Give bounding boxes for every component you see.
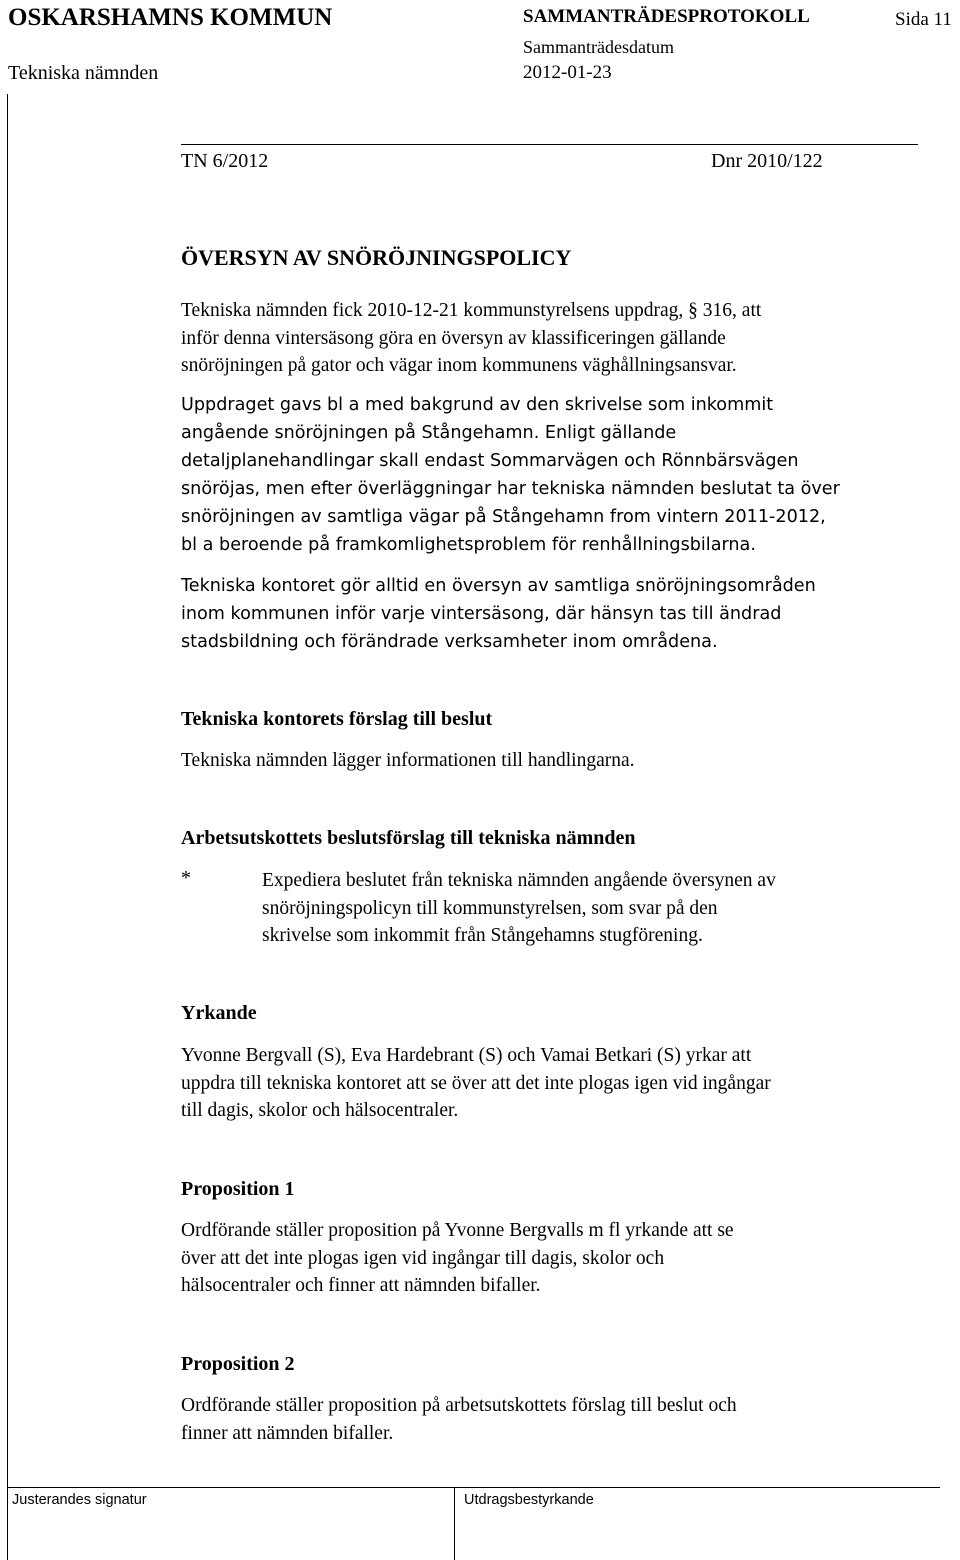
- text-line: till dagis, skolor och hälsocentraler.: [181, 1100, 459, 1122]
- office-proposal-text: [181, 747, 635, 775]
- proposition-2-heading: Proposition 2: [181, 1353, 295, 1375]
- committee-proposal-text: [262, 867, 776, 950]
- document-type: SAMMANTRÄDESPROTOKOLL: [523, 6, 810, 27]
- proposition-1-text: [181, 1217, 734, 1300]
- bullet-marker: *: [181, 867, 191, 889]
- footer-separator: [454, 1487, 455, 1560]
- text-line: angående snöröjningen på Stångehamn. Enligt gällande: [181, 423, 677, 443]
- text-line: Tekniska kontoret gör alltid en översyn av samtliga snöröjningsområden: [181, 576, 816, 596]
- office-proposal-heading: Tekniska kontorets förslag till beslut: [181, 708, 493, 730]
- intro-paragraph: [181, 297, 761, 380]
- text-line: Expediera beslutet från tekniska nämnden angående översynen av: [262, 870, 776, 891]
- date-label: Sammanträdesdatum: [523, 37, 674, 57]
- text-line: detaljplanehandlingar skall endast Sommarvägen och Rönnbärsvägen: [181, 451, 799, 471]
- assignment-paragraph: [181, 391, 840, 559]
- text-line: Yvonne Bergvall (S), Eva Hardebrant (S) och Vamai Betkari (S) yrkar att: [181, 1045, 752, 1066]
- text-line: hälsocentraler och finner att nämnden bifaller.: [181, 1275, 541, 1297]
- meeting-date: 2012-01-23: [523, 62, 612, 83]
- page-title: ÖVERSYN AV SNÖRÖJNINGSPOLICY: [181, 245, 572, 270]
- text-line: snöröjningen på gator och vägar inom kommunens väghållningsansvar.: [181, 355, 737, 377]
- left-margin-rule: [7, 94, 8, 1560]
- organization-name: OSKARSHAMNS KOMMUN: [8, 4, 333, 31]
- text-line: Ordförande ställer proposition på Yvonne Bergvalls m fl yrkande att se: [181, 1220, 734, 1241]
- review-paragraph: [181, 572, 816, 656]
- signature-label: Justerandes signatur: [12, 1492, 147, 1508]
- text-line: Ordförande ställer proposition på arbetsutskottets förslag till beslut och: [181, 1395, 737, 1416]
- text-line: snöröjningspolicyn till kommunstyrelsen, som svar på den: [262, 897, 718, 919]
- text-line: över att det inte plogas igen vid ingångar till dagis, skolor och: [181, 1247, 665, 1269]
- diary-number: Dnr 2010/122: [711, 150, 823, 172]
- text-line: inför denna vintersäsong göra en översyn av klassificeringen gällande: [181, 327, 726, 349]
- proposition-1-heading: Proposition 1: [181, 1178, 295, 1200]
- case-number: TN 6/2012: [181, 150, 269, 172]
- text-line: uppdra till tekniska kontoret att se över att det inte plogas igen vid ingångar: [181, 1072, 771, 1094]
- text-line: finner att nämnden bifaller.: [181, 1422, 394, 1444]
- text-line: skrivelse som inkommit från Stångehamns stugförening.: [262, 925, 703, 947]
- certificate-label: Utdragsbestyrkande: [464, 1492, 594, 1508]
- proposition-2-text: [181, 1392, 737, 1447]
- motion-text: [181, 1042, 771, 1125]
- header-divider: [181, 144, 918, 145]
- footer-divider: [7, 1487, 940, 1488]
- text-line: Tekniska nämnden lägger informationen till handlingarna.: [181, 750, 635, 771]
- motion-heading: Yrkande: [181, 1002, 257, 1024]
- committee-proposal-heading: Arbetsutskottets beslutsförslag till tekniska nämnden: [181, 827, 636, 849]
- text-line: Uppdraget gavs bl a med bakgrund av den skrivelse som inkommit: [181, 395, 774, 415]
- text-line: bl a beroende på framkomlighetsproblem för renhållningsbilarna.: [181, 535, 756, 555]
- page-number: Sida 11: [895, 9, 952, 30]
- text-line: stadsbildning och förändrade verksamheter inom områdena.: [181, 632, 718, 652]
- department-name: Tekniska nämnden: [8, 62, 159, 84]
- text-line: snöröjas, men efter överläggningar har tekniska nämnden beslutat ta över: [181, 479, 840, 499]
- text-line: Tekniska nämnden fick 2010-12-21 kommunstyrelsens uppdrag, § 316, att: [181, 300, 762, 321]
- text-line: snöröjningen av samtliga vägar på Stångehamn from vintern 2011-2012,: [181, 507, 826, 527]
- text-line: inom kommunen inför varje vintersäsong, där hänsyn tas till ändrad: [181, 604, 782, 624]
